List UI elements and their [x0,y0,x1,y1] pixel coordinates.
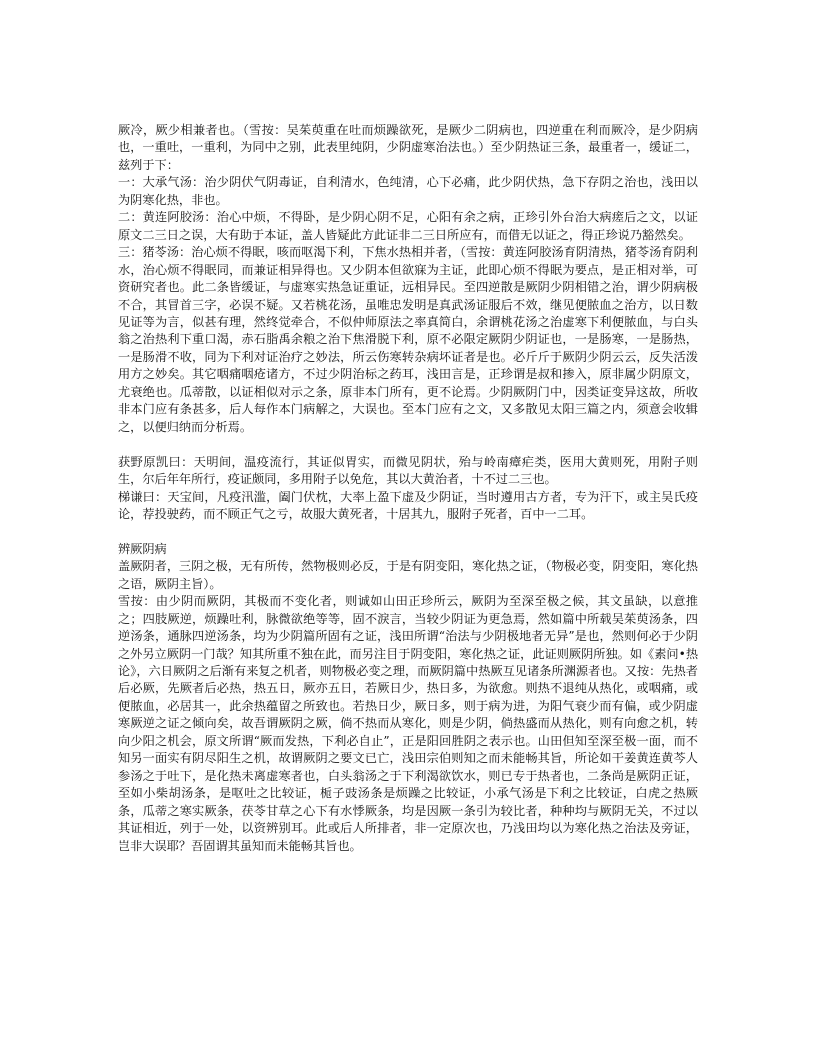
paragraph-gap [118,523,698,540]
paragraph-quote-2: 梯谦曰：天宝间，凡疫汛滥，阖门伏枕，大率上盈下虚及少阴证，当时遵用古方者，专为汗下，或主吴氏疫论，荐投驶药，而不顾正气之亏，故服大黄死者，十居其九，服附子死者，百中一二耳。 [118,489,698,521]
section-heading: 辨厥阴病 [118,541,167,556]
paragraph-section-note: 雪按：由少阴而厥阴，其极而不变化者，则诚如山田正珍所云，厥阴为至深至极之候，其文虽缺，以意推之；四肢厥逆，烦躁吐利，脉微欲绝等等，固不淚言，当较少阴证为更急焉，然如篇中所载吴茱萸汤条，四逆汤条，通脉四逆汤条，均为少阴篇所固有之证，浅田所谓“治法与少阴极地者无异”是也，然则何必于少阴之外另立厥阴一门哉？知其所重不独在此，而另注目于阴变阳，寒化热之证，此证则厥阴所独。如《素问•热论》，六日厥阴之后渐有来复之机者，则物极必变之理，而厥阴篇中热厥互见诸条所渊源者也。又按：先热者后必厥，先厥者后必热，热五日，厥亦五日，若厥日少，热日多，为欲愈。则热不退纯从热化，或咽痛，或便脓血，必居其一，此余热蕴留之所致也。若热日少，厥日多，则于病为进，为阳气衰少而有偏，或少阴虚寒厥逆之证之倾向矣，故吾谓厥阴之厥，倘不热而从寒化，则是少阴，倘热盛而从热化，则有向愈之机，转向少阳之机会，原文所谓“厥而发热，下利必自止”，正是阳回胜阴之表示也。山田但知至深至极一面，而不知另一面实有阴尽阳生之机，故谓厥阴之要文已亡，浅田宗伯则知之而未能畅其旨，所论如干姜黄连黄芩人参汤之于吐下，是化热未离虚寒者也，白头翁汤之于下利渴欲饮水，则已专于热者也，二条尚是厥阴正证，至如小柴胡汤条，是呕吐之比较证，栀子豉汤条是烦躁之比较证，小承气汤是下利之比较证，白虎之热厥条，瓜蒂之寒实厥条，茯苓甘草之心下有水悸厥条，均是因厥一条引为较比者，种种均与厥阴无关，不过以其证相近，列于一处，以资辨别耳。此或后人所排者，非一定原次也，乃浅田均以为寒化热之治法及旁证，岂非大误耶？吾固谓其虽知而未能畅其旨也。 [118,594,699,853]
paragraph-item-3: 三：猪苓汤：治心烦不得眠，咳而呕渴下利，下焦水热相并者，（雪按：黄连阿胶汤育阴清热，猪苓汤育阴利水，治心烦不得眠同，而兼证相异得也。又少阴本但欲寐为主证，此即心烦不得眠为要点，是正相对举，可资研究者也。此二条皆缓证，与虚寒实热急证重证，远相异民。至四逆散是厥阴少阴相错之治，谓少阴病极不合，其冒首三字，必误不疑。又若桃花汤，虽唯忠发明是真武汤证服后不效，继见便脓血之治方，以日数见证等为言，似甚有理，然终觉牵合，不似仲师原法之率真简白，余谓桃花汤之治虚寒下利便脓血，与白头翁之治热利下重口渴，赤石脂禹余粮之治下焦滑脱下利，原不必限定厥阴少阴证也，一是肠寒，一是肠热，一是肠滑不收，同为下利对证治疗之妙法，所云伤寒转杂病坏证者是也。必斤斤于厥阴少阴云云，反失活泼用方之妙矣。其它咽痛咽疮诸方，不过少阴治标之药耳，浅田言是，正珍谓是叔和掺入，原非属少阴原文，尤衰绝也。瓜蒂散，以证相似对示之条，原非本门所有，更不论焉。少阴厥阴门中，因类证变异这故，所收非本门应有条甚多，后人每作本门病解之，大误也。至本门应有之文，又多散见太阳三篇之内，须意会收辑之，以便归纳而分析焉。 [118,245,698,434]
paragraph-section-intro: 盖厥阴者，三阴之极，无有所传，然物极则必反，于是有阴变阳，寒化热之证，（物极必变，阴变阳，寒化热之语，厥阴主旨）。 [118,559,698,591]
paragraph-quote-1: 获野原凯曰：天明间，温疫流行，其证似胃实，而微见阴状，殆与岭南瘴疟类，医用大黄则死，用附子则生，尔后年年所行，疫证颇同，多用附子以免危，其以大黄治者，十不过二三也。 [118,454,698,487]
paragraph-item-2: 二：黄连阿胶汤：治心中烦，不得卧，是少阴心阴不足，心阳有余之病，正珍引外台治大病瘥后之文，以证原文二三日之误，大有助于本证，盖人皆疑此方此证非二三日所应有，而借无以证之，得正珍说乃豁然矣。 [118,210,698,242]
paragraph-item-1: 一：大承气汤：治少阴伏气阴毒证，自利清水，色纯清，心下必痛，此少阴伏热，急下存阴之治也，浅田以为阴寒化热，非也。 [118,175,698,207]
document-page [118,122,698,855]
paragraph-gap [118,436,698,453]
paragraph-intro: 厥冷，厥少相兼者也。（雪按：吴茱萸重在吐而烦躁欲死，是厥少二阴病也，四逆重在利而厥冷，是少阴病也，一重吐，一重利，为同中之别，此表里纯阴，少阴虚寒治法也。）至少阴热证三条，最重者一，缓证二，兹列于下： [118,123,698,172]
